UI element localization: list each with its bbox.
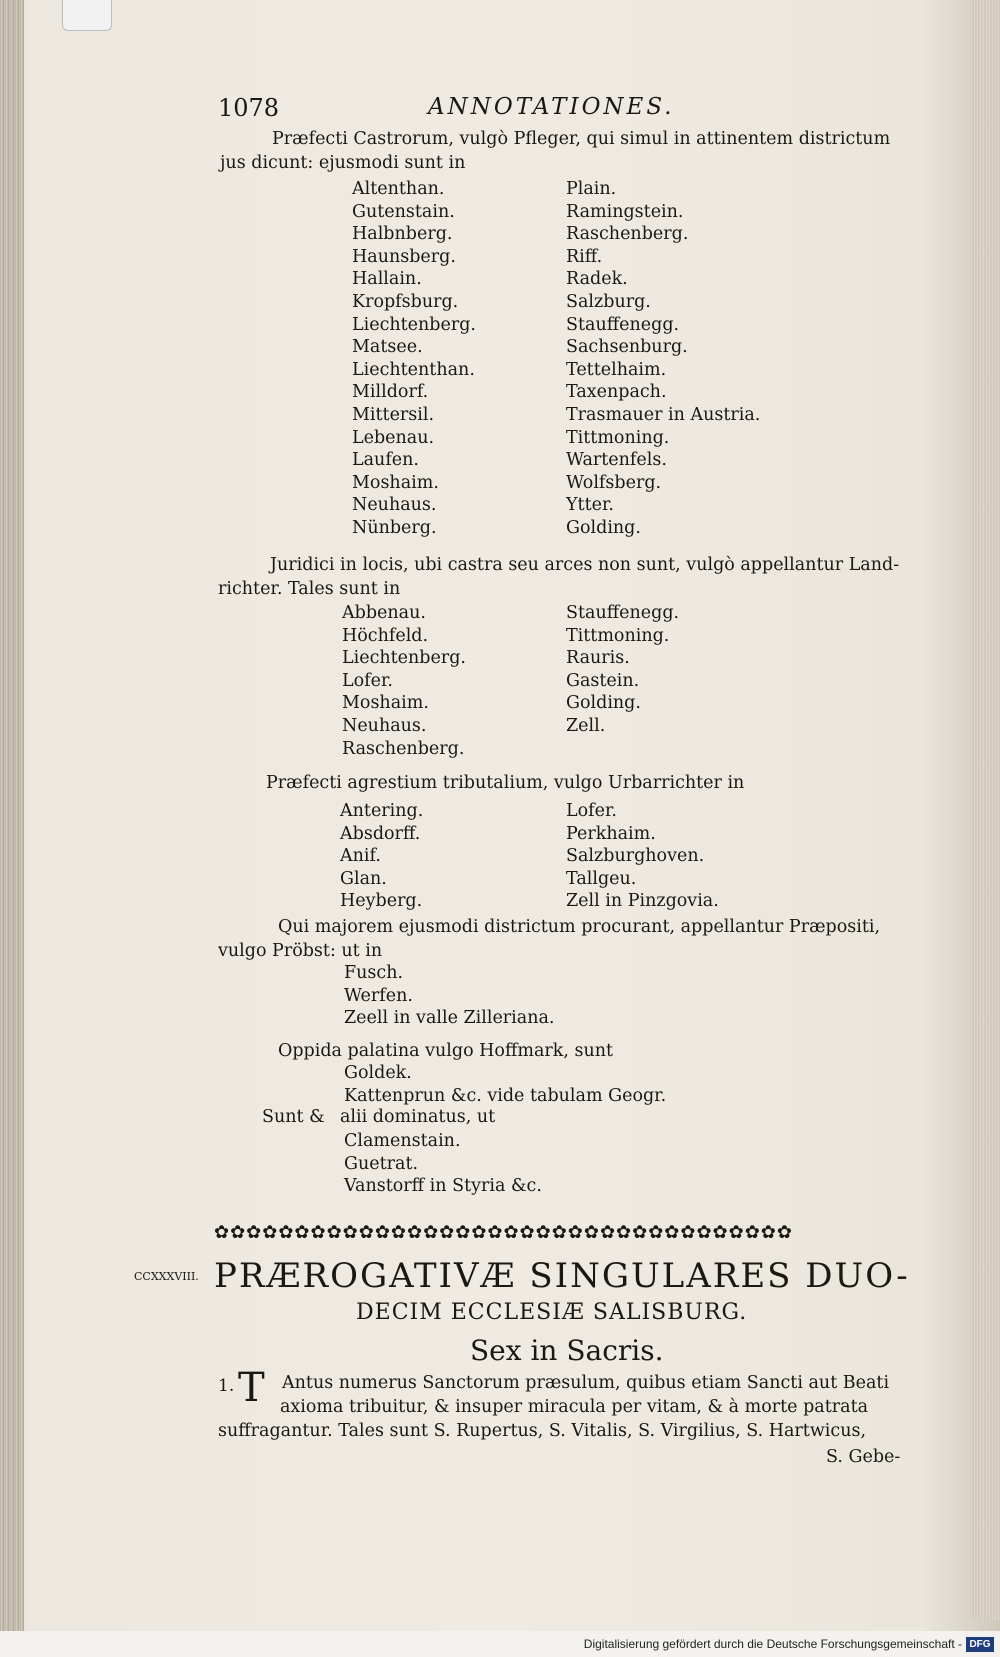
- page-edge: [970, 0, 1000, 1620]
- place-name: Ytter.: [566, 495, 614, 516]
- place-name: Zell in Pinzgovia.: [566, 891, 719, 912]
- list5-column: [344, 1062, 666, 1107]
- intro1-line2: jus dicunt: ejusmodi sunt in: [220, 153, 466, 173]
- place-name: Absdorff.: [340, 823, 421, 844]
- place-name: Raschenberg.: [342, 738, 465, 759]
- place-name: Antering.: [340, 801, 424, 821]
- ornamental-rule: ✿✿✿✿✿✿✿✿✿✿✿✿✿✿✿✿✿✿✿✿✿✿✿✿✿✿✿✿✿✿✿✿✿✿✿✿: [214, 1222, 793, 1243]
- place-name: Wolfsberg.: [566, 472, 662, 493]
- running-head: ANNOTATIONES.: [428, 94, 675, 120]
- place-name: Riff.: [566, 246, 603, 267]
- intro5-line1: Oppida palatina vulgo Hoffmark, sunt: [278, 1041, 614, 1061]
- place-name: Stauffenegg.: [566, 603, 680, 623]
- dfg-logo: DFG: [966, 1637, 994, 1652]
- place-name: Lofer.: [342, 670, 393, 691]
- place-name: Raschenberg.: [566, 224, 689, 245]
- place-name: Neuhaus.: [342, 715, 427, 736]
- intro4-line2: vulgo Pröbst: ut in: [218, 941, 383, 961]
- place-name: Heyberg.: [340, 891, 423, 912]
- paragraph-line1: Antus numerus Sanctorum præsulum, quibus etiam Sancti aut Beati: [282, 1373, 890, 1393]
- place-name: Radek.: [566, 269, 628, 290]
- place-name: Sachsenburg.: [566, 337, 688, 358]
- paragraph-number: 1.: [218, 1376, 235, 1396]
- list2-right-column: [566, 602, 679, 738]
- list2-left-column: [342, 602, 466, 760]
- place-name: Liechtenberg.: [352, 314, 476, 335]
- place-name: Anif.: [340, 846, 381, 867]
- place-name: Liechtenthan.: [352, 359, 475, 380]
- place-name: Tittmoning.: [566, 625, 670, 646]
- page-number: 1078: [218, 94, 280, 122]
- place-name: Tallgeu.: [566, 868, 637, 889]
- place-name: Guetrat.: [344, 1153, 419, 1174]
- place-name: Clamenstain.: [344, 1131, 461, 1151]
- intro4-line1: Qui majorem ejusmodi districtum procurant, appellantur Præpositi,: [278, 917, 881, 937]
- paragraph-line3: suffragantur. Tales sunt S. Rupertus, S. Vitalis, S. Virgilius, S. Hartwicus,: [218, 1421, 867, 1441]
- place-name: Fusch.: [344, 963, 404, 983]
- place-name: Lebenau.: [352, 427, 435, 448]
- place-name: Halbnberg.: [352, 224, 453, 245]
- place-name: Kattenprun &c. vide tabulam Geogr.: [344, 1085, 667, 1106]
- place-name: Tettelhaim.: [566, 359, 667, 380]
- intro6-lead: Sunt &: [262, 1107, 325, 1127]
- list3-right-column: [566, 800, 719, 913]
- intro2-line2: richter. Tales sunt in: [218, 579, 401, 599]
- place-name: Gutenstain.: [352, 201, 455, 222]
- place-name: Altenthan.: [352, 179, 445, 199]
- place-name: Glan.: [340, 868, 387, 889]
- place-name: Taxenpach.: [566, 382, 667, 403]
- section-subheading: Sex in Sacris.: [470, 1334, 664, 1367]
- place-name: Wartenfels.: [566, 450, 667, 471]
- place-name: Salzburghoven.: [566, 846, 705, 867]
- paragraph-line4: S. Gebe-: [826, 1447, 901, 1467]
- place-name: Vanstorff in Styria &c.: [344, 1176, 542, 1197]
- place-name: Goldek.: [344, 1063, 412, 1083]
- list3-left-column: [340, 800, 423, 913]
- intro6-first: alii dominatus, ut: [340, 1107, 496, 1127]
- place-name: Rauris.: [566, 648, 630, 669]
- place-name: Hallain.: [352, 269, 422, 290]
- place-name: Salzburg.: [566, 291, 651, 312]
- intro1-line1: Præfecti Castrorum, vulgò Pfleger, qui simul in attinentem districtum: [272, 129, 891, 149]
- place-name: Zell.: [566, 715, 606, 736]
- place-name: Moshaim.: [342, 693, 429, 714]
- list1-right-column: [566, 178, 760, 540]
- intro3-line1: Præfecti agrestium tributalium, vulgo Urbarrichter in: [266, 773, 745, 793]
- place-name: Plain.: [566, 179, 617, 199]
- section-heading-line1: PRÆROGATIVÆ SINGULARES DUO-: [214, 1256, 910, 1296]
- place-name: Neuhaus.: [352, 495, 437, 516]
- list6-column: [344, 1130, 542, 1198]
- place-name: Golding.: [566, 517, 641, 538]
- place-name: Zeell in valle Zilleriana.: [344, 1008, 555, 1029]
- place-name: Tittmoning.: [566, 427, 670, 448]
- place-name: Kropfsburg.: [352, 291, 459, 312]
- place-name: Werfen.: [344, 985, 413, 1006]
- place-name: Golding.: [566, 693, 641, 714]
- place-name: Laufen.: [352, 450, 419, 471]
- place-name: Trasmauer in Austria.: [566, 404, 761, 425]
- list4-column: [344, 962, 554, 1030]
- section-number: CCXXXVIII.: [134, 1270, 199, 1283]
- place-name: Abbenau.: [342, 603, 426, 623]
- place-name: Lofer.: [566, 801, 617, 821]
- place-name: Höchfeld.: [342, 625, 429, 646]
- place-name: Milldorf.: [352, 382, 429, 403]
- paragraph-line2: axioma tribuitur, & insuper miracula per vitam, & à morte patrata: [280, 1397, 869, 1417]
- drop-initial: T: [238, 1365, 265, 1411]
- place-name: Liechtenberg.: [342, 648, 466, 669]
- section-heading-line2: DECIM ECCLESIÆ SALISBURG.: [356, 1300, 748, 1325]
- list1-left-column: [352, 178, 476, 540]
- place-name: Ramingstein.: [566, 201, 684, 222]
- place-name: Matsee.: [352, 337, 423, 358]
- footer-credit: Digitalisierung gefördert durch die Deutsche Forschungsgemeinschaft -: [583, 1637, 962, 1651]
- bookmark-tab: [62, 0, 112, 31]
- place-name: Haunsberg.: [352, 246, 456, 267]
- place-name: Nünberg.: [352, 517, 437, 538]
- place-name: Stauffenegg.: [566, 314, 680, 335]
- book-gutter: [0, 0, 24, 1657]
- place-name: Perkhaim.: [566, 823, 656, 844]
- intro2-line1: Juridici in locis, ubi castra seu arces non sunt, vulgò appellantur Land-: [270, 555, 900, 575]
- place-name: Moshaim.: [352, 472, 439, 493]
- place-name: Mittersil.: [352, 404, 435, 425]
- place-name: Gastein.: [566, 670, 640, 691]
